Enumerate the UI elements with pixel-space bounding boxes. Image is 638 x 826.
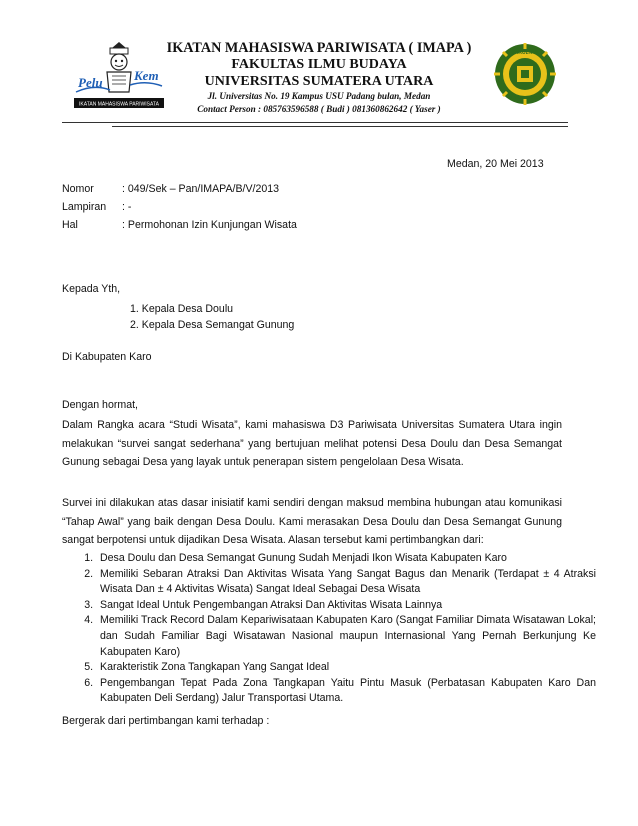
faculty-name: FAKULTAS ILMU BUDAYA xyxy=(231,57,407,72)
greeting: Dengan hormat, xyxy=(62,399,138,411)
reasons-list xyxy=(62,551,596,707)
meta-row xyxy=(62,200,131,214)
svg-text:Kem: Kem xyxy=(134,68,159,83)
meta-row xyxy=(62,182,279,196)
letterhead-divider xyxy=(62,122,568,123)
meta-row xyxy=(62,218,297,232)
paragraph-intro: Dalam Rangka acara “Studi Wisata”, kami mahasiswa D3 Pariwisata Universitas Sumatera Utara ingin melakukan “survei sangat sederhana” yang bertujuan melihat potensi Desa Doulu dan Desa Semangat Gunung sebagai Desa yang layak untuk penerapan sistem pengelolaan Desa Wisata. xyxy=(62,419,562,468)
svg-text:Pelu: Pelu xyxy=(78,75,103,90)
closing-line: Bergerak dari pertimbangan kami terhadap : xyxy=(62,715,270,727)
letter-date: Medan, 20 Mei 2013 xyxy=(447,158,544,170)
contact-person: Contact Person : 085763596588 ( Budi ) 081360862642 ( Yaser ) xyxy=(197,104,441,114)
recipient-item: 2. Kepala Desa Semangat Gunung xyxy=(130,319,295,331)
org-address: Jl. Universitas No. 19 Kampus USU Padang bulan, Medan xyxy=(207,91,431,101)
university-name: UNIVERSITAS SUMATERA UTARA xyxy=(204,74,434,89)
recipient-location: Di Kabupaten Karo xyxy=(62,351,152,363)
reason-item: 5. Karakteristik Zona Tangkapan Yang Sangat Ideal xyxy=(96,660,596,676)
meta-value: : Permohonan Izin Kunjungan Wisata xyxy=(122,219,297,231)
recipient-item: 1. Kepala Desa Doulu xyxy=(130,303,234,315)
meta-value: : - xyxy=(122,201,132,213)
meta-label: Hal xyxy=(62,219,78,231)
svg-text:FAKULTAS: FAKULTAS xyxy=(512,50,538,56)
reason-item: 1. Desa Doulu dan Desa Semangat Gunung Sudah Menjadi Ikon Wisata Kabupaten Karo xyxy=(96,551,596,567)
letterhead-divider-short xyxy=(112,126,568,127)
reason-item: 6. Pengembangan Tepat Pada Zona Tangkapan Yaitu Pintu Masuk (Perbatasan Kabupaten Karo Dan Kabupaten Deli Serdang) Jalur Transportasi Utama. xyxy=(96,676,596,707)
reason-item: 2. Memiliki Sebaran Atraksi Dan Aktivitas Wisata Yang Sangat Bagus dan Menarik (Terdapat ± 4 Atraksi Wisata Dan ± 4 Aktivitas Wisata) Sangat Ideal Sebagai Desa Wisata xyxy=(96,567,596,598)
meta-value: : 049/Sek – Pan/IMAPA/B/V/2013 xyxy=(122,183,280,195)
imapa-logo-caption: IKATAN MAHASISWA PARIWISATA xyxy=(79,101,159,108)
paragraph-reasons: Survei ini dilakukan atas dasar inisiatif kami sendiri dengan maksud membina hubungan atau komunikasi “Tahap Awal” yang baik dengan Desa Doulu. Kami merasakan Desa Doulu dan Desa Semangat Gunung sangat berpotensi untuk dijadikan Desa Wisata. Alasan tersebut kami pertimbangkan dari: xyxy=(62,497,562,546)
svg-text:ILMU BUDAYA: ILMU BUDAYA xyxy=(509,95,541,100)
reason-item: 3. Sangat Ideal Untuk Pengembangan Atraksi Dan Aktivitas Wisata Lainnya xyxy=(96,598,596,614)
org-name: IKATAN MAHASISWA PARIWISATA ( IMAPA ) xyxy=(166,40,472,56)
meta-label: Nomor xyxy=(62,183,94,195)
recipient-intro: Kepada Yth, xyxy=(62,283,121,295)
reason-item: 4. Memiliki Track Record Dalam Kepariwisataan Kabupaten Karo (Sangat Familiar Dimata Wisatawan Lokal; dan Sudah Familiar Bagi Wisatawan Nasional maupun Internasional Yang Pernah Berkunjung Ke Kabupaten Karo) xyxy=(96,613,596,660)
meta-label: Lampiran xyxy=(62,201,107,213)
